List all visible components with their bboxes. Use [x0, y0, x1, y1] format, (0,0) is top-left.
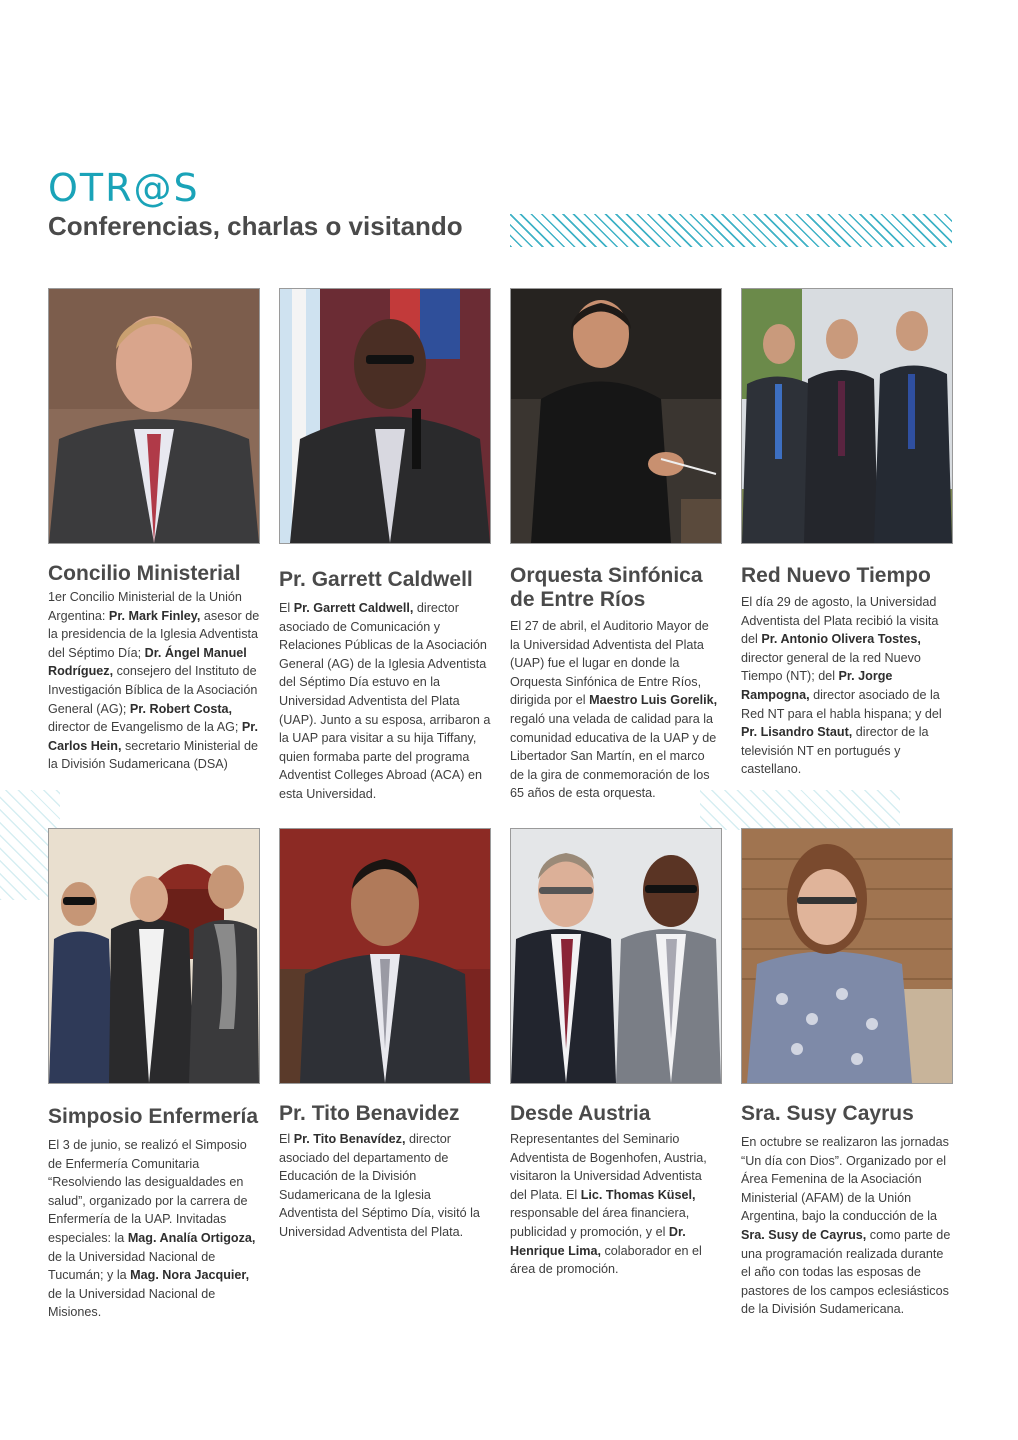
highlighted-name: Pr. Mark Finley,	[108, 608, 201, 623]
section-kicker: OTR@S	[48, 166, 200, 210]
highlighted-name: Pr. Jorge Rampogna,	[741, 669, 893, 702]
title-stripes-decoration	[510, 214, 952, 247]
decorative-stripes-right	[700, 790, 900, 830]
card-susy-cayrus	[741, 828, 953, 1319]
body-text: director de la televisión NT en portugués y castellano.	[741, 725, 929, 777]
body-text: Representantes del Seminario Adventista de Bogenhofen, Austria, visitaron la Universidad Adventista del Plata. El	[510, 1132, 707, 1202]
body-text: director asociado de la Red NT para el habla hispana; y del	[741, 687, 942, 721]
photo-speaker	[279, 288, 491, 544]
card-title: Simposio Enfermería	[48, 1105, 259, 1128]
photo-woman	[741, 828, 953, 1084]
body-text: colaborador en el área de promoción.	[510, 1243, 702, 1277]
card-title: Orquesta Sinfónica de Entre Ríos	[510, 564, 703, 611]
card-body	[48, 1136, 260, 1322]
body-text: director asociado del departamento de Educación de la División Sudamericana de la Iglesia Adventista del Séptimo Día, visitó la Universidad Adventista del Plata.	[279, 1132, 480, 1239]
page-title: Conferencias, charlas o visitando	[48, 211, 463, 241]
body-text: El	[279, 601, 294, 615]
body-text: regaló una velada de calidad para la comunidad educativa de la UAP y de Libertador San Martín, en el marco de la gira de conmemoración de los 65 años de esta orquesta.	[510, 711, 717, 801]
photo-speaker	[48, 288, 260, 544]
card-body	[48, 588, 260, 774]
body-text: El 3 de junio, se realizó el Simposio de Enfermería Comunitaria “Resolviendo las desigualdades en salud”, organizado por la carrera de Enfermería de la UAP. Invitadas especiales: la	[48, 1138, 248, 1245]
card-orquesta-sinfonica	[510, 288, 722, 803]
card-simposio-enfermeria	[48, 828, 260, 1322]
body-text: secretario Ministerial de la División Sudamericana (DSA)	[48, 738, 258, 772]
card-title: Concilio Ministerial	[48, 562, 241, 585]
highlighted-name: Pr. Antonio Olivera Tostes,	[761, 632, 921, 647]
highlighted-name: Dr. Henrique Lima,	[510, 1224, 686, 1258]
card-red-nuevo-tiempo	[741, 288, 953, 779]
body-text: director general de la red Nuevo Tiempo (NT); del	[741, 650, 921, 684]
body-text: En octubre se realizaron las jornadas “Un día con Dios”. Organizado por el Área Femenina de la Asociación Ministerial (AFAM) de la Unión Argentina, bajo la conducción de la	[741, 1135, 949, 1224]
highlighted-name: Mag. Analía Ortigoza,	[127, 1230, 256, 1245]
highlighted-name: Lic. Thomas Küsel,	[580, 1187, 696, 1202]
highlighted-name: Pr. Robert Costa,	[129, 701, 233, 716]
photo-conductor	[510, 288, 722, 544]
card-body	[279, 599, 491, 804]
highlighted-name: Pr. Lisandro Staut,	[741, 725, 853, 740]
card-body	[741, 1133, 953, 1319]
body-text: director asociado de Comunicación y Relaciones Públicas de la Asociación General (AG) de la Iglesia Adventista del Séptimo Día estuvo en la Universidad Adventista del Plata (UAP). Junto a su esposa, arribaron a la UAP para visitar a su hija Tiffany, quien formaba parte del programa Adventist Colleges Abroad (ACA) en esta Universidad.	[279, 601, 491, 801]
body-text: como parte de una programación realizada durante el año con todas las esposas de pastores de los campos eclesiásticos de la División Sudamericana.	[741, 1227, 951, 1317]
card-concilio-ministerial	[48, 288, 260, 774]
card-body	[510, 617, 722, 803]
highlighted-name: Pr. Garrett Caldwell,	[293, 601, 414, 615]
body-text: de la Universidad Nacional de Tucumán; y la	[48, 1249, 216, 1283]
highlighted-name: Sra. Susy de Cayrus,	[741, 1227, 867, 1242]
body-text: El día 29 de agosto, la Universidad Adventista del Plata recibió la visita del	[741, 595, 939, 647]
card-title: Pr. Garrett Caldwell	[279, 568, 473, 591]
body-text: responsable del área financiera, publicidad y promoción, y el	[510, 1206, 690, 1239]
body-text: asesor de la presidencia de la Iglesia Adventista del Séptimo Día;	[48, 608, 260, 660]
highlighted-name: Mag. Nora Jacquier,	[130, 1268, 250, 1283]
body-text: El	[279, 1132, 294, 1146]
highlighted-name: Pr. Tito Benavídez,	[293, 1132, 406, 1146]
photo-three-men	[741, 288, 953, 544]
card-tito-benavidez	[279, 828, 491, 1242]
card-title: Desde Austria	[510, 1102, 651, 1125]
body-text: 1er Concilio Ministerial de la Unión Argentina:	[48, 590, 242, 623]
photo-three-women	[48, 828, 260, 1084]
card-body	[510, 1130, 722, 1279]
card-garrett-caldwell	[279, 288, 491, 804]
body-text: de la Universidad Nacional de Misiones.	[48, 1286, 216, 1320]
card-desde-austria	[510, 828, 722, 1279]
card-title: Sra. Susy Cayrus	[741, 1102, 914, 1125]
body-text: consejero del Instituto de Investigación Bíblica de la Asociación General (AG);	[48, 664, 258, 716]
body-text: El 27 de abril, el Auditorio Mayor de la Universidad Adventista del Plata (UAP) fue el lugar en donde la Orquesta Sinfónica de Entre Ríos, dirigida por el	[510, 619, 709, 708]
card-body	[279, 1130, 491, 1242]
body-text: director de Evangelismo de la AG;	[48, 720, 242, 735]
card-title: Red Nuevo Tiempo	[741, 564, 931, 587]
highlighted-name: Pr. Carlos Hein,	[48, 720, 259, 753]
card-body	[741, 593, 953, 779]
highlighted-name: Maestro Luis Gorelik,	[589, 693, 718, 708]
photo-two-men	[510, 828, 722, 1084]
card-title: Pr. Tito Benavidez	[279, 1102, 460, 1125]
highlighted-name: Dr. Ángel Manuel Rodríguez,	[48, 645, 247, 679]
photo-speaker	[279, 828, 491, 1084]
